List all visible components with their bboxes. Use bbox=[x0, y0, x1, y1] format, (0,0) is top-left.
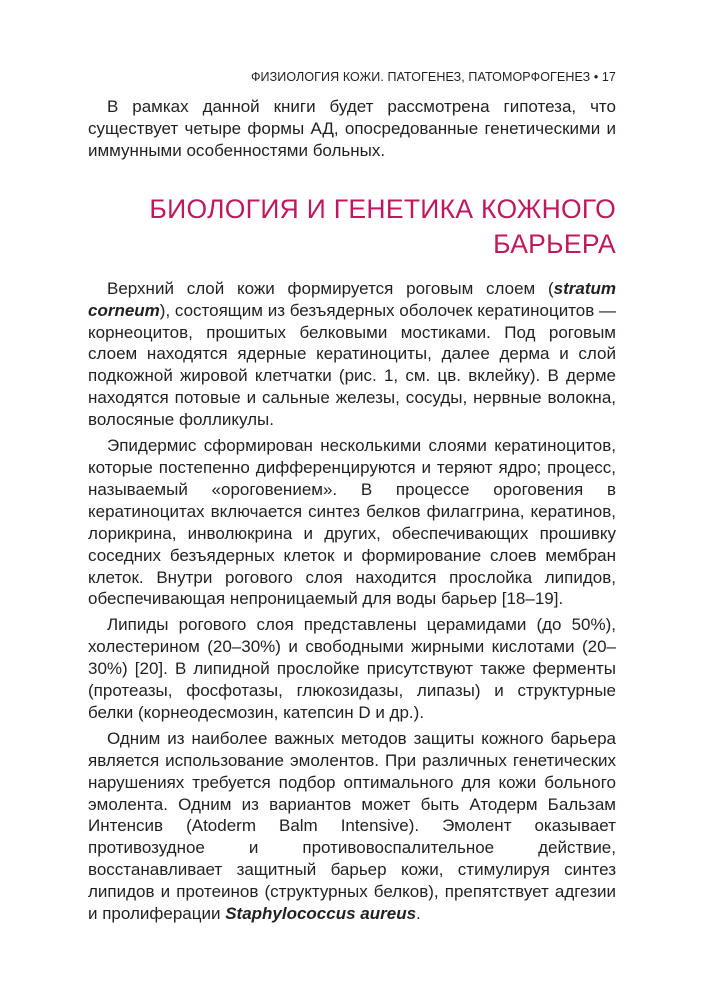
paragraph-emollients bbox=[88, 728, 616, 925]
running-header: ФИЗИОЛОГИЯ КОЖИ. ПАТОГЕНЕЗ, ПАТОМОРФОГЕНЕЗ • 17 bbox=[250, 70, 616, 84]
section-title bbox=[88, 192, 616, 262]
latin-term: stratum corneum bbox=[88, 278, 616, 320]
paragraph-text: . bbox=[416, 904, 421, 924]
section-title-line1: БИОЛОГИЯ И ГЕНЕТИКА КОЖНОГО bbox=[149, 193, 616, 224]
paragraph-text: Одним из наиболее важных методов защиты кожного барьера является использование эмолентов. При различных генетических нарушениях требуется подбор оптимального для кожи больного эмолента. Одним из вариантов может быть Атодерм Бальзам Интенсив (Atoderm Balm Intensive). Эмолент оказывает противозудное и противовоспалительное действие, восстанавливает защитный барьер кожи, стимулируя синтез липидов и протеинов (структурных белков), препятствует адгезии и пролиферации bbox=[88, 728, 616, 924]
paragraph-text: ), состоящим из безъядерных оболочек кератиноцитов — корнеоцитов, прошитых белковыми мостиками. Под роговым слоем находятся ядерные кератиноциты, далее дерма и слой подкожной жировой клетчатки (рис. 1, см. цв. вклейку). В дерме находятся потовые и сальные железы, сосуды, нервные волокна, волосяные фолликулы. bbox=[88, 300, 616, 430]
intro-paragraph: В рамках данной книги будет рассмотрена гипотеза, что существует четыре формы АД, опосредованные генетическими и иммунными особенностями больных. bbox=[88, 97, 616, 160]
section-title-line2: БАРЬЕРА bbox=[493, 228, 616, 259]
paragraph-stratum-corneum bbox=[88, 278, 616, 431]
paragraph-text: Верхний слой кожи формируется роговым слоем ( bbox=[107, 278, 554, 298]
paragraph-epidermis: Эпидермис сформирован несколькими слоями кератиноцитов, которые постепенно дифференцируются и теряют ядро; процесс, называемый «ороговением». В процессе ороговения в кератиноцитах включается синтез белков филаггрина, кератинов, лорикрина, инволюкрина и других, обеспечивающих прошивку соседних безъядерных клеток и формирование слоев мембран клеток. Внутри рогового слоя находится прослойка липидов, обеспечивающая непроницаемый для воды барьер [18–19]. bbox=[88, 436, 616, 609]
paragraph-lipids: Липиды рогового слоя представлены церамидами (до 50%), холестерином (20–30%) и свободными жирными кислотами (20–30%) [20]. В липидной прослойке присутствуют также ферменты (протеазы, фосфотазы, глюкозидазы, липазы) и структурные белки (корнеодесмозин, катепсин D и др.). bbox=[88, 615, 616, 722]
latin-term: Staphylococcus aureus bbox=[225, 904, 417, 924]
page-body bbox=[88, 96, 616, 925]
